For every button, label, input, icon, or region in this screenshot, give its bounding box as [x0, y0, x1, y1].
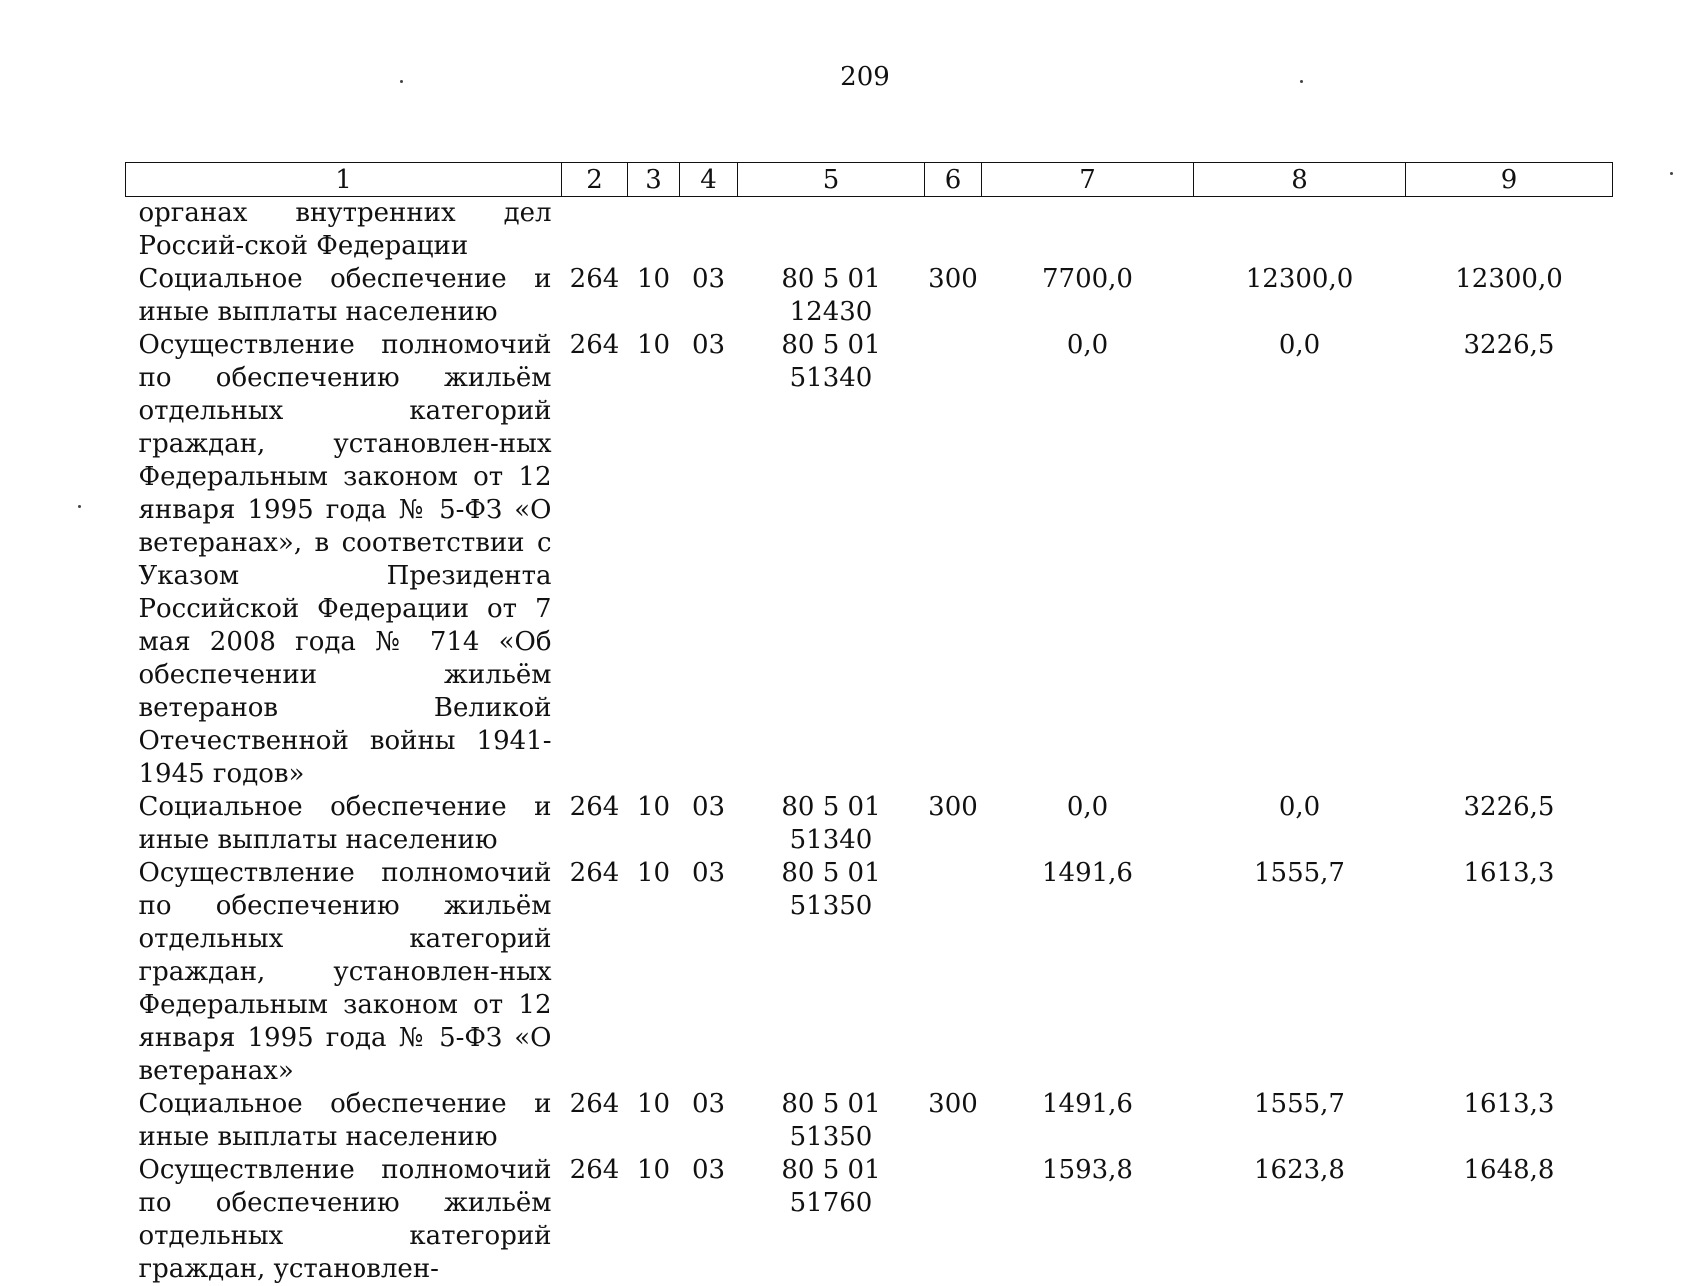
row-col-2: 264	[562, 791, 628, 857]
header-col-6: 6	[925, 163, 982, 197]
row-col-7: 0,0	[982, 329, 1194, 791]
table-row	[126, 791, 1613, 857]
row-col-4: 03	[680, 329, 738, 791]
row-col-2	[562, 197, 628, 264]
row-col-5: 80 5 01 51340	[738, 791, 925, 857]
row-col-3: 10	[628, 791, 680, 857]
row-col-2: 264	[562, 263, 628, 329]
header-col-2: 2	[562, 163, 628, 197]
row-col-9: 3226,5	[1406, 329, 1613, 791]
header-col-9: 9	[1406, 163, 1613, 197]
row-col-8: 12300,0	[1194, 263, 1406, 329]
row-col-3: 10	[628, 329, 680, 791]
header-col-8: 8	[1194, 163, 1406, 197]
row-col-6: 300	[925, 791, 982, 857]
row-col-5: 80 5 01 51350	[738, 1088, 925, 1154]
table-row	[126, 857, 1613, 1088]
row-col-9: 1648,8	[1406, 1154, 1613, 1286]
row-col-9: 12300,0	[1406, 263, 1613, 329]
row-col-5: 80 5 01 12430	[738, 263, 925, 329]
row-col-5: 80 5 01 51760	[738, 1154, 925, 1286]
row-col-8: 1555,7	[1194, 1088, 1406, 1154]
row-col-5: 80 5 01 51350	[738, 857, 925, 1088]
header-col-1: 1	[126, 163, 562, 197]
row-col-3: 10	[628, 857, 680, 1088]
row-col-7: 0,0	[982, 791, 1194, 857]
page-number: 209	[0, 62, 1697, 92]
row-col-6	[925, 857, 982, 1088]
row-col-7: 1491,6	[982, 857, 1194, 1088]
table-body	[126, 197, 1613, 1286]
row-name: Социальное обеспечение и иные выплаты населению	[126, 791, 562, 857]
row-col-2: 264	[562, 857, 628, 1088]
row-col-3: 10	[628, 263, 680, 329]
table-header	[126, 163, 1613, 197]
table-row	[126, 263, 1613, 329]
scan-speck	[78, 505, 81, 508]
scan-speck	[1300, 80, 1303, 83]
row-col-6	[925, 1154, 982, 1286]
row-col-4: 03	[680, 263, 738, 329]
row-col-4: 03	[680, 1088, 738, 1154]
row-col-4: 03	[680, 791, 738, 857]
row-col-6	[925, 197, 982, 264]
row-col-3: 10	[628, 1088, 680, 1154]
budget-table	[125, 162, 1613, 1286]
row-col-4: 03	[680, 1154, 738, 1286]
header-row	[126, 163, 1613, 197]
row-col-9: 3226,5	[1406, 791, 1613, 857]
row-col-2: 264	[562, 329, 628, 791]
header-col-3: 3	[628, 163, 680, 197]
row-col-3: 10	[628, 1154, 680, 1286]
header-col-4: 4	[680, 163, 738, 197]
header-col-7: 7	[982, 163, 1194, 197]
scan-speck	[400, 80, 403, 83]
scan-speck	[1670, 172, 1673, 175]
row-name: Осуществление полномочий по обеспечению жильём отдельных категорий граждан, установлен-ных Федеральным законом от 12 января 1995 года № 5-ФЗ «О ветеранах»	[126, 857, 562, 1088]
row-col-7: 1593,8	[982, 1154, 1194, 1286]
row-col-2: 264	[562, 1088, 628, 1154]
row-name: Осуществление полномочий по обеспечению жильём отдельных категорий граждан, установлен-	[126, 1154, 562, 1286]
row-col-7: 7700,0	[982, 263, 1194, 329]
row-col-7	[982, 197, 1194, 264]
row-col-9: 1613,3	[1406, 857, 1613, 1088]
row-col-8: 1555,7	[1194, 857, 1406, 1088]
row-col-5: 80 5 01 51340	[738, 329, 925, 791]
row-col-9: 1613,3	[1406, 1088, 1613, 1154]
table-row	[126, 1088, 1613, 1154]
row-col-8: 1623,8	[1194, 1154, 1406, 1286]
row-col-4	[680, 197, 738, 264]
row-col-3	[628, 197, 680, 264]
row-col-6: 300	[925, 263, 982, 329]
table-row	[126, 197, 1613, 264]
row-col-2: 264	[562, 1154, 628, 1286]
row-col-5	[738, 197, 925, 264]
row-name: органах внутренних дел Россий-ской Федерации	[126, 197, 562, 264]
row-col-6: 300	[925, 1088, 982, 1154]
row-col-7: 1491,6	[982, 1088, 1194, 1154]
table-row	[126, 1154, 1613, 1286]
row-col-8	[1194, 197, 1406, 264]
row-name: Социальное обеспечение и иные выплаты населению	[126, 1088, 562, 1154]
row-col-4: 03	[680, 857, 738, 1088]
row-col-8: 0,0	[1194, 329, 1406, 791]
row-name: Осуществление полномочий по обеспечению жильём отдельных категорий граждан, установлен-ных Федеральным законом от 12 января 1995 года № 5-ФЗ «О ветеранах», в соответствии с Указом Президента Российской Федерации от 7 мая 2008 года № 714 «Об обеспечении жильём ветеранов Великой Отечественной войны 1941-1945 годов»	[126, 329, 562, 791]
row-col-6	[925, 329, 982, 791]
row-col-8: 0,0	[1194, 791, 1406, 857]
header-col-5: 5	[738, 163, 925, 197]
row-col-9	[1406, 197, 1613, 264]
row-name: Социальное обеспечение и иные выплаты населению	[126, 263, 562, 329]
table-row	[126, 329, 1613, 791]
